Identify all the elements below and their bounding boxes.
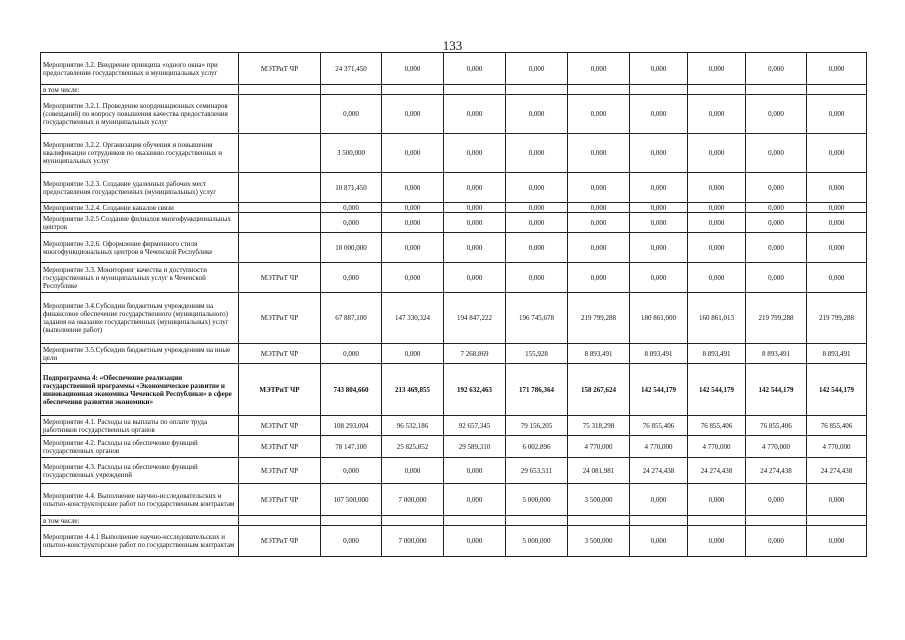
value-cell: 0,000 — [321, 526, 382, 557]
value-cell: 107 500,000 — [321, 484, 382, 516]
value-cell: 0,000 — [506, 233, 568, 263]
value-cell: 0,000 — [807, 484, 867, 516]
value-cell: 0,000 — [382, 173, 444, 203]
value-cell: 24 274,438 — [630, 458, 688, 484]
row-name-cell: Мероприятие 4.1. Расходы на выплаты по оплате труда работников государственных органов — [41, 416, 239, 436]
value-cell: 96 532,186 — [382, 416, 444, 436]
value-cell: 92 657,345 — [444, 416, 506, 436]
value-cell: 4 770,000 — [688, 436, 746, 458]
value-cell: 0,000 — [444, 484, 506, 516]
table-row — [41, 263, 867, 293]
value-cell: 8 893,491 — [746, 344, 807, 364]
value-cell: 0,000 — [506, 95, 568, 134]
value-cell — [630, 516, 688, 526]
value-cell: 0,000 — [688, 203, 746, 213]
value-cell: 0,000 — [506, 173, 568, 203]
value-cell: 0,000 — [382, 203, 444, 213]
table-row — [41, 53, 867, 85]
value-cell: 0,000 — [746, 526, 807, 557]
value-cell: 0,000 — [506, 263, 568, 293]
value-cell: 0,000 — [688, 173, 746, 203]
value-cell: 0,000 — [630, 134, 688, 173]
executor-cell — [239, 173, 321, 203]
value-cell: 0,000 — [807, 95, 867, 134]
value-cell: 6 002,896 — [506, 436, 568, 458]
value-cell: 0,000 — [444, 233, 506, 263]
value-cell: 0,000 — [807, 233, 867, 263]
table-row — [41, 95, 867, 134]
value-cell: 0,000 — [746, 134, 807, 173]
row-name-cell: в том числе: — [41, 85, 239, 95]
value-cell: 219 799,288 — [807, 293, 867, 344]
value-cell: 0,000 — [746, 203, 807, 213]
executor-cell — [239, 134, 321, 173]
value-cell: 0,000 — [568, 173, 630, 203]
table-row — [41, 526, 867, 557]
value-cell: 76 855,406 — [630, 416, 688, 436]
executor-cell — [239, 233, 321, 263]
value-cell: 3 500,000 — [321, 134, 382, 173]
value-cell: 0,000 — [630, 173, 688, 203]
value-cell: 0,000 — [444, 213, 506, 233]
value-cell: 3 500,000 — [568, 484, 630, 516]
value-cell — [506, 85, 568, 95]
table-row — [41, 173, 867, 203]
value-cell: 76 855,406 — [807, 416, 867, 436]
row-name-cell: Мероприятие 3.2.6. Оформление фирменного стиля многофункциональных центров в Чеченской Республике — [41, 233, 239, 263]
value-cell: 0,000 — [382, 233, 444, 263]
value-cell: 7 000,000 — [382, 526, 444, 557]
value-cell: 4 770,000 — [630, 436, 688, 458]
value-cell: 0,000 — [807, 263, 867, 293]
table-row — [41, 416, 867, 436]
table-row — [41, 134, 867, 173]
value-cell: 0,000 — [746, 484, 807, 516]
value-cell — [688, 85, 746, 95]
value-cell: 108 293,004 — [321, 416, 382, 436]
table-row — [41, 484, 867, 516]
executor-cell: МЭТРиТ ЧР — [239, 53, 321, 85]
executor-cell: МЭТРиТ ЧР — [239, 436, 321, 458]
value-cell: 171 786,364 — [506, 364, 568, 416]
value-cell: 8 893,491 — [568, 344, 630, 364]
executor-cell: МЭТРиТ ЧР — [239, 344, 321, 364]
executor-cell: МЭТРиТ ЧР — [239, 526, 321, 557]
value-cell: 24 371,450 — [321, 53, 382, 85]
table-row — [41, 293, 867, 344]
value-cell: 142 544,179 — [746, 364, 807, 416]
value-cell: 0,000 — [506, 203, 568, 213]
table-row — [41, 516, 867, 526]
value-cell: 5 000,000 — [506, 526, 568, 557]
value-cell: 0,000 — [746, 95, 807, 134]
value-cell: 7 000,000 — [382, 484, 444, 516]
row-name-cell: Мероприятие 3.2. Внедрение принципа «одного окна» при предоставлении государственных и муниципальных услуг — [41, 53, 239, 85]
value-cell: 7 268,869 — [444, 344, 506, 364]
value-cell — [746, 516, 807, 526]
row-name-cell: Мероприятие 3.5.Субсидии бюджетным учреждениям на иные цели — [41, 344, 239, 364]
value-cell: 0,000 — [746, 233, 807, 263]
value-cell: 8 893,491 — [630, 344, 688, 364]
value-cell: 0,000 — [807, 526, 867, 557]
value-cell: 0,000 — [688, 526, 746, 557]
value-cell — [382, 85, 444, 95]
value-cell: 213 469,855 — [382, 364, 444, 416]
value-cell: 147 330,324 — [382, 293, 444, 344]
value-cell: 0,000 — [568, 213, 630, 233]
value-cell: 0,000 — [568, 263, 630, 293]
value-cell: 75 318,298 — [568, 416, 630, 436]
value-cell: 0,000 — [444, 458, 506, 484]
value-cell: 24 274,438 — [807, 458, 867, 484]
value-cell: 0,000 — [444, 526, 506, 557]
executor-cell: МЭТРиТ ЧР — [239, 458, 321, 484]
value-cell — [630, 85, 688, 95]
executor-cell: МЭТРиТ ЧР — [239, 364, 321, 416]
value-cell: 0,000 — [444, 173, 506, 203]
value-cell — [568, 516, 630, 526]
row-name-cell: Мероприятие 4.4. Выполнение научно-исследовательских и опытно-конструкторские работ по государственным контрактам — [41, 484, 239, 516]
value-cell — [688, 516, 746, 526]
executor-cell — [239, 203, 321, 213]
row-name-cell: Мероприятие 3.2.5 Создание филиалов многофункциональных центров — [41, 213, 239, 233]
value-cell: 180 861,000 — [630, 293, 688, 344]
row-name-cell: Мероприятие 3.3. Мониторинг качества и доступности государственных и муниципальных услуг в Чеченской Республике — [41, 263, 239, 293]
table-row — [41, 85, 867, 95]
value-cell: 0,000 — [807, 173, 867, 203]
row-name-cell: Мероприятие 3.4.Субсидии бюджетным учреждениям на финансовое обеспечение государственного (муниципального) задания на оказание государственных (муниципальных) услуг (выполнение работ) — [41, 293, 239, 344]
value-cell: 3 500,000 — [568, 526, 630, 557]
value-cell: 8 893,491 — [688, 344, 746, 364]
value-cell: 4 770,000 — [746, 436, 807, 458]
row-name-cell: Мероприятие 3.2.4. Создание каналов связи — [41, 203, 239, 213]
table-row — [41, 213, 867, 233]
value-cell: 0,000 — [382, 134, 444, 173]
table-row — [41, 364, 867, 416]
executor-cell: МЭТРиТ ЧР — [239, 293, 321, 344]
value-cell: 0,000 — [688, 263, 746, 293]
value-cell — [444, 85, 506, 95]
value-cell: 0,000 — [630, 484, 688, 516]
value-cell: 0,000 — [630, 526, 688, 557]
value-cell — [506, 516, 568, 526]
executor-cell — [239, 95, 321, 134]
table-row — [41, 203, 867, 213]
value-cell: 24 274,438 — [688, 458, 746, 484]
table-row — [41, 436, 867, 458]
value-cell: 0,000 — [746, 53, 807, 85]
row-name-cell: Мероприятие 4.3. Расходы на обеспечение функций государственных учреждений — [41, 458, 239, 484]
executor-cell: МЭТРиТ ЧР — [239, 263, 321, 293]
value-cell: 79 156,205 — [506, 416, 568, 436]
value-cell: 219 799,288 — [568, 293, 630, 344]
table-body — [41, 53, 867, 557]
value-cell — [807, 516, 867, 526]
value-cell: 0,000 — [382, 263, 444, 293]
value-cell: 24 081,981 — [568, 458, 630, 484]
executor-cell: МЭТРиТ ЧР — [239, 416, 321, 436]
value-cell: 0,000 — [630, 95, 688, 134]
value-cell: 0,000 — [568, 95, 630, 134]
row-name-cell: Мероприятие 4.4.1 Выполнение научно-исследовательских и опытно-конструкторские работ по государственным контрактам — [41, 526, 239, 557]
value-cell — [568, 85, 630, 95]
value-cell: 0,000 — [321, 458, 382, 484]
value-cell: 4 770,000 — [568, 436, 630, 458]
value-cell: 0,000 — [807, 203, 867, 213]
page-number: 133 — [442, 38, 463, 53]
value-cell: 10 871,450 — [321, 173, 382, 203]
value-cell: 0,000 — [746, 213, 807, 233]
value-cell: 0,000 — [630, 203, 688, 213]
value-cell: 194 847,222 — [444, 293, 506, 344]
value-cell: 0,000 — [688, 95, 746, 134]
value-cell: 192 632,463 — [444, 364, 506, 416]
value-cell: 0,000 — [746, 173, 807, 203]
value-cell: 0,000 — [568, 233, 630, 263]
table-row — [41, 344, 867, 364]
row-name-cell: Мероприятие 3.2.2. Организация обучения и повышения квалификации сотрудников по оказанию государственных и муниципальных услуг — [41, 134, 239, 173]
value-cell: 142 544,179 — [807, 364, 867, 416]
value-cell — [746, 85, 807, 95]
value-cell: 0,000 — [688, 53, 746, 85]
value-cell: 78 147,100 — [321, 436, 382, 458]
value-cell: 0,000 — [321, 95, 382, 134]
value-cell: 5 000,000 — [506, 484, 568, 516]
value-cell: 4 770,000 — [807, 436, 867, 458]
value-cell: 160 861,013 — [688, 293, 746, 344]
value-cell: 0,000 — [444, 263, 506, 293]
table-row — [41, 233, 867, 263]
value-cell: 0,000 — [321, 344, 382, 364]
row-name-cell: в том числе: — [41, 516, 239, 526]
budget-table — [40, 52, 867, 557]
value-cell: 0,000 — [506, 213, 568, 233]
value-cell: 0,000 — [688, 213, 746, 233]
row-name-cell: Мероприятие 3.2.1. Проведение координационных семинаров (совещаний) по вопросу повышения качества предоставления государственных и муниципальных услуг — [41, 95, 239, 134]
value-cell: 0,000 — [321, 203, 382, 213]
table-row — [41, 458, 867, 484]
value-cell: 0,000 — [444, 95, 506, 134]
value-cell: 0,000 — [568, 53, 630, 85]
value-cell: 158 267,624 — [568, 364, 630, 416]
executor-cell — [239, 85, 321, 95]
executor-cell — [239, 213, 321, 233]
value-cell: 155,928 — [506, 344, 568, 364]
value-cell: 0,000 — [382, 344, 444, 364]
value-cell: 29 589,310 — [444, 436, 506, 458]
value-cell: 0,000 — [630, 263, 688, 293]
value-cell — [807, 85, 867, 95]
value-cell: 0,000 — [382, 213, 444, 233]
value-cell: 76 855,406 — [688, 416, 746, 436]
value-cell: 0,000 — [688, 233, 746, 263]
value-cell: 142 544,179 — [688, 364, 746, 416]
value-cell: 142 544,179 — [630, 364, 688, 416]
value-cell: 25 825,852 — [382, 436, 444, 458]
value-cell: 0,000 — [630, 213, 688, 233]
value-cell: 0,000 — [807, 134, 867, 173]
value-cell: 0,000 — [630, 53, 688, 85]
value-cell: 76 855,406 — [746, 416, 807, 436]
value-cell: 0,000 — [630, 233, 688, 263]
value-cell: 0,000 — [382, 53, 444, 85]
executor-cell — [239, 516, 321, 526]
value-cell — [382, 516, 444, 526]
row-name-cell: Подпрограмма 4: «Обеспечение реализации государственной программы «Экономическое развитие и инновационная экономика Чеченской Республики» в сфере обеспечения развития экономики» — [41, 364, 239, 416]
value-cell: 196 745,678 — [506, 293, 568, 344]
value-cell: 0,000 — [506, 53, 568, 85]
value-cell: 29 653,511 — [506, 458, 568, 484]
value-cell: 0,000 — [382, 458, 444, 484]
value-cell — [321, 85, 382, 95]
executor-cell: МЭТРиТ ЧР — [239, 484, 321, 516]
value-cell — [321, 516, 382, 526]
value-cell: 0,000 — [807, 213, 867, 233]
value-cell: 0,000 — [444, 203, 506, 213]
value-cell: 0,000 — [568, 134, 630, 173]
value-cell: 0,000 — [321, 263, 382, 293]
value-cell: 743 804,660 — [321, 364, 382, 416]
value-cell: 0,000 — [807, 53, 867, 85]
row-name-cell: Мероприятие 4.2. Расходы на обеспечение функций государственных органов — [41, 436, 239, 458]
value-cell: 67 887,100 — [321, 293, 382, 344]
value-cell: 8 893,491 — [807, 344, 867, 364]
value-cell: 219 799,288 — [746, 293, 807, 344]
value-cell: 0,000 — [321, 213, 382, 233]
value-cell — [444, 516, 506, 526]
value-cell: 24 274,438 — [746, 458, 807, 484]
value-cell: 0,000 — [688, 134, 746, 173]
value-cell: 0,000 — [568, 203, 630, 213]
value-cell: 0,000 — [444, 134, 506, 173]
value-cell: 0,000 — [688, 484, 746, 516]
value-cell: 0,000 — [746, 263, 807, 293]
value-cell: 0,000 — [382, 95, 444, 134]
value-cell: 0,000 — [506, 134, 568, 173]
row-name-cell: Мероприятие 3.2.3. Создание удаленных рабочих мест предоставления государственных (муниципальных) услуг — [41, 173, 239, 203]
value-cell: 0,000 — [444, 53, 506, 85]
value-cell: 10 000,000 — [321, 233, 382, 263]
